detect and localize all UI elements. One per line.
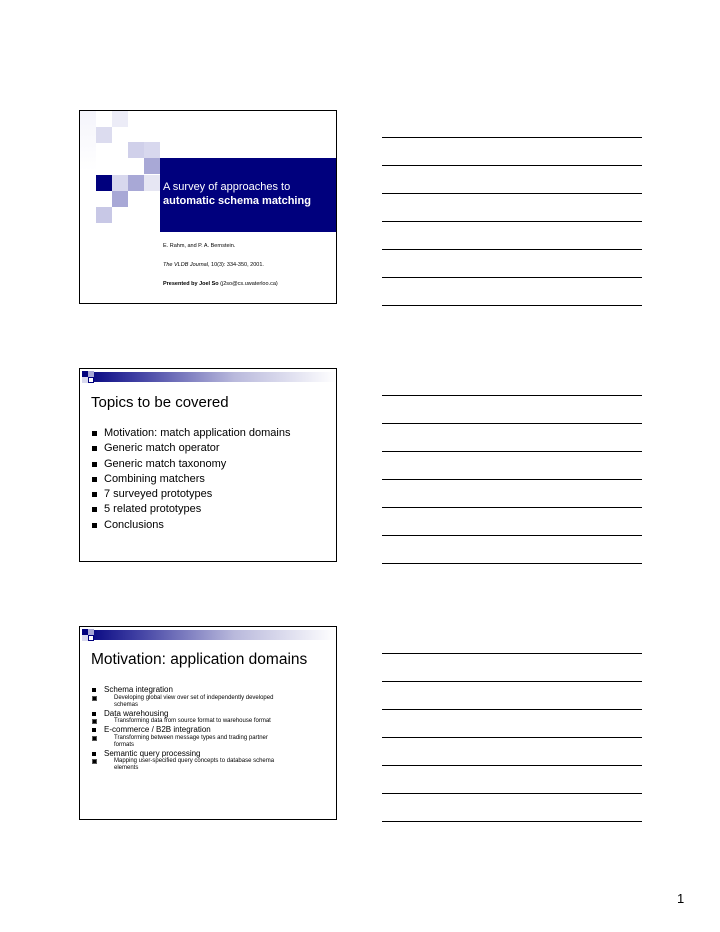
note-line — [382, 821, 642, 822]
note-line — [382, 653, 642, 654]
header-bar — [82, 372, 336, 382]
decor-square — [96, 175, 112, 191]
journal-name: The VLDB Journal — [163, 262, 208, 268]
presenter-email: (j2so@cs.uwaterloo.ca) — [218, 281, 278, 287]
note-line — [382, 451, 642, 452]
list-item: Semantic query processing Mapping user-specified query concepts to database schema elements — [92, 749, 332, 773]
list-item: Motivation: match application domains — [92, 426, 290, 441]
list-item: Generic match taxonomy — [92, 457, 290, 472]
note-line — [382, 423, 642, 424]
list-item: 7 surveyed prototypes — [92, 487, 290, 502]
sub-item: Mapping user-specified query concepts to database schema elements — [92, 758, 332, 772]
note-line — [382, 137, 642, 138]
note-line — [382, 737, 642, 738]
slide-logo-icon — [80, 369, 98, 387]
slide-logo-icon — [80, 627, 98, 645]
slide-3-motivation — [79, 626, 337, 820]
note-line — [382, 221, 642, 222]
sub-item: Transforming data from source format to warehouse format — [92, 718, 332, 725]
presented-by: Presented by Joel So — [163, 281, 219, 287]
decor-square — [112, 111, 128, 127]
note-line — [382, 793, 642, 794]
slide-title: Topics to be covered — [91, 394, 229, 411]
note-line — [382, 479, 642, 480]
authors: E. Rahm, and P. A. Bernstein. — [163, 243, 236, 249]
decor-square — [128, 175, 144, 191]
decor-square — [128, 142, 144, 158]
decor-square — [112, 191, 128, 207]
note-line — [382, 681, 642, 682]
title-line-2: automatic schema matching — [163, 195, 311, 207]
list-item: E-commerce / B2B integration Transforming between message types and trading partner formats — [92, 725, 332, 749]
page-number: 1 — [677, 891, 685, 906]
decor-square — [112, 175, 128, 191]
list-item: 5 related prototypes — [92, 502, 290, 517]
header-bar — [82, 630, 336, 640]
slide-title — [163, 180, 335, 208]
note-line — [382, 535, 642, 536]
note-line — [382, 277, 642, 278]
note-line — [382, 709, 642, 710]
list-item: Generic match operator — [92, 441, 290, 456]
journal-details: , 10(3): 334-350, 2001. — [207, 262, 264, 268]
note-line — [382, 563, 642, 564]
decor-square — [96, 127, 112, 143]
slide-2-topics — [79, 368, 337, 562]
title-line-1: A survey of approaches to — [163, 181, 291, 193]
list-item: Schema integration Developing global view over set of independently developed schemas — [92, 685, 332, 709]
note-line — [382, 249, 642, 250]
note-line — [382, 193, 642, 194]
sub-item: Transforming between message types and trading partner formats — [92, 735, 332, 749]
note-line — [382, 165, 642, 166]
decor-square — [144, 142, 160, 158]
list-item: Data warehousing Transforming data from source format to warehouse format — [92, 709, 332, 726]
topic-list — [92, 426, 290, 533]
citation — [163, 262, 264, 269]
sub-item: Developing global view over set of independently developed schemas — [92, 695, 332, 709]
decor-square — [144, 175, 160, 191]
list-item: Conclusions — [92, 518, 290, 533]
decor-square — [144, 158, 160, 174]
presenter — [163, 281, 278, 288]
domain-list — [92, 685, 332, 772]
decor-square — [96, 207, 112, 223]
note-line — [382, 765, 642, 766]
decor-square — [80, 111, 96, 171]
note-line — [382, 507, 642, 508]
slide-title: Motivation: application domains — [91, 651, 308, 668]
note-line — [382, 395, 642, 396]
list-item: Combining matchers — [92, 472, 290, 487]
note-line — [382, 305, 642, 306]
slide-1-title — [79, 110, 337, 304]
